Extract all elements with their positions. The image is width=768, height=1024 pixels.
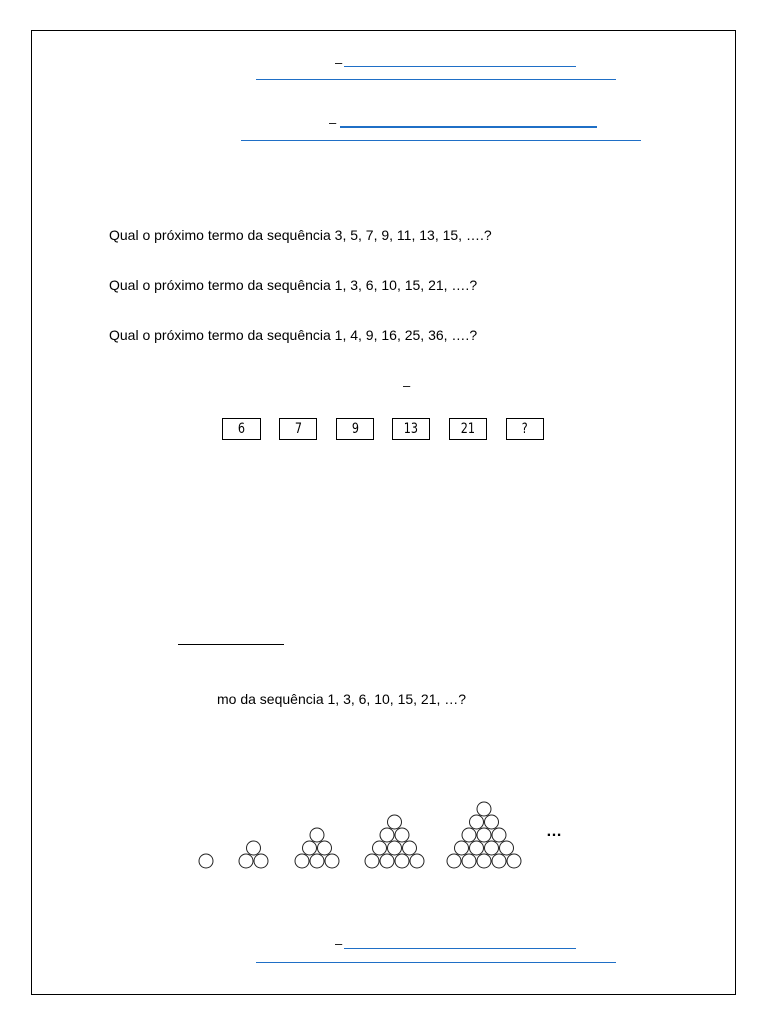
dot — [507, 854, 521, 868]
question-3: Qual o próximo termo da sequência 1, 4, 9, 16, 25, 36, ….? — [109, 327, 478, 343]
dot — [492, 854, 506, 868]
dot — [500, 841, 514, 855]
section-rule — [178, 644, 284, 645]
footer-rule — [256, 962, 616, 963]
dot — [373, 841, 387, 855]
header-link-underline-1[interactable] — [344, 66, 576, 67]
dot — [470, 841, 484, 855]
dot — [447, 854, 461, 868]
dot — [485, 815, 499, 829]
figures-ellipsis: … — [546, 823, 563, 840]
dot — [470, 815, 484, 829]
question-1: Qual o próximo termo da sequência 3, 5, 7, 9, 11, 13, 15, ….? — [109, 227, 492, 243]
dot — [455, 841, 469, 855]
dot — [477, 854, 491, 868]
dot — [492, 828, 506, 842]
dot — [380, 828, 394, 842]
triangle-figure-4 — [365, 815, 424, 868]
sequence-box-6: ? — [506, 418, 544, 440]
dot — [318, 841, 332, 855]
triangle-figure-5 — [447, 802, 521, 868]
footer-dash: – — [335, 936, 343, 951]
dot — [310, 854, 324, 868]
header-dash-2: – — [329, 115, 337, 130]
header-link-underline-2[interactable] — [340, 126, 597, 128]
sequence-box-5: 21 — [449, 418, 487, 440]
sequence-box-4: 13 — [392, 418, 430, 440]
dot — [303, 841, 317, 855]
sequence-box-1: 6 — [222, 418, 261, 440]
sequence-box-2: 7 — [279, 418, 317, 440]
dot — [395, 854, 409, 868]
dot — [199, 854, 213, 868]
dot — [365, 854, 379, 868]
dot — [247, 841, 261, 855]
dot — [295, 854, 309, 868]
triangular-question: mo da sequência 1, 3, 6, 10, 15, 21, …? — [217, 691, 467, 707]
dot — [403, 841, 417, 855]
dot — [388, 841, 402, 855]
header-rule-1 — [256, 79, 616, 80]
dot — [410, 854, 424, 868]
triangle-figure-3 — [295, 828, 339, 868]
dot — [254, 854, 268, 868]
dot — [395, 828, 409, 842]
sequence-box-3: 9 — [336, 418, 374, 440]
header-dash-1: – — [335, 55, 343, 70]
dot — [477, 802, 491, 816]
dot — [325, 854, 339, 868]
dot — [462, 854, 476, 868]
dot — [380, 854, 394, 868]
dot — [477, 828, 491, 842]
dot — [388, 815, 402, 829]
header-rule-2 — [241, 140, 641, 141]
dot — [485, 841, 499, 855]
dot — [239, 854, 253, 868]
triangle-figure-2 — [239, 841, 268, 868]
sequence-dash: – — [403, 378, 411, 393]
dot — [310, 828, 324, 842]
triangular-figures — [185, 790, 525, 880]
dot — [462, 828, 476, 842]
footer-link-underline[interactable] — [344, 948, 576, 949]
triangle-figure-1 — [199, 854, 213, 868]
question-2: Qual o próximo termo da sequência 1, 3, 6, 10, 15, 21, ….? — [109, 277, 478, 293]
